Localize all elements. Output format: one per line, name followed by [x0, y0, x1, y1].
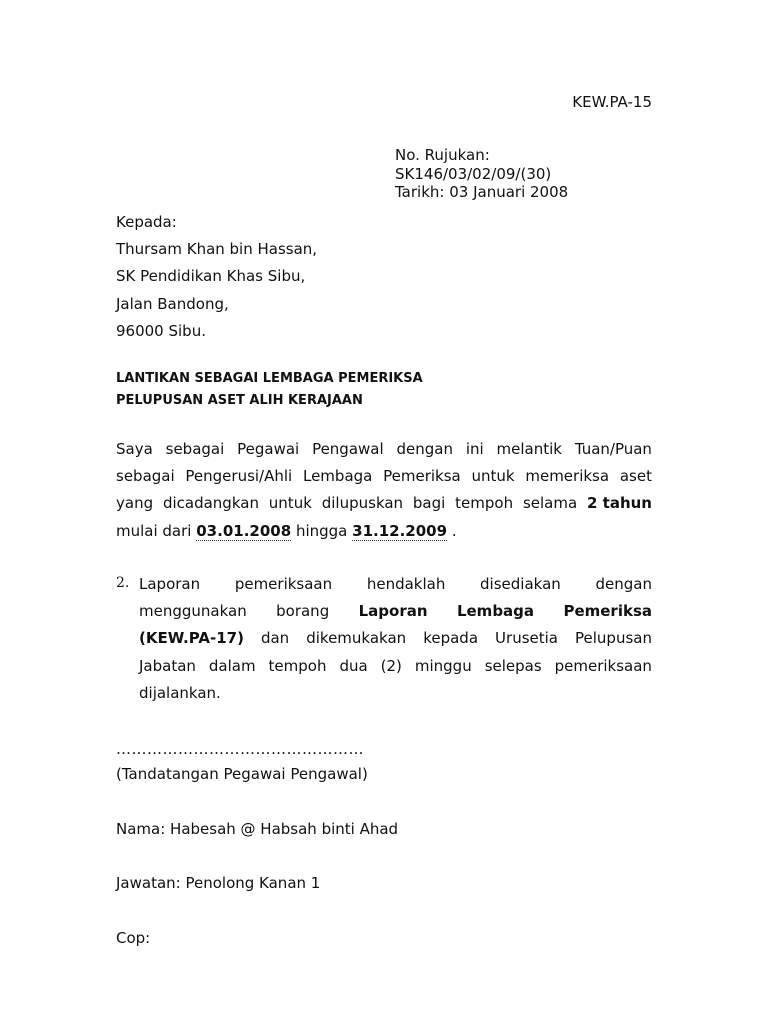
paragraph-1-line-3 — [116, 490, 652, 517]
bold-word: Pemeriksa — [563, 602, 652, 621]
word: borang — [276, 602, 330, 621]
word: hendaklah — [366, 575, 446, 593]
paragraph-2-line-4 — [139, 653, 652, 680]
word: Urusetia — [495, 629, 558, 648]
start-date: 03.01.2008 — [196, 521, 292, 540]
recipient-address — [116, 209, 317, 345]
word: Saya — [116, 440, 153, 458]
word: dan — [260, 629, 290, 648]
form-code: KEW.PA-15 — [572, 93, 652, 111]
word: yang — [116, 494, 154, 513]
paragraph-2-line-2 — [139, 598, 652, 625]
word: disediakan — [480, 575, 561, 593]
word: Lembaga — [302, 467, 373, 486]
word: dikemukakan — [306, 629, 407, 648]
bold-word: Laporan — [358, 602, 428, 621]
word: selama — [522, 494, 578, 513]
word: pemeriksaan — [554, 656, 652, 675]
word: dilupuskan — [321, 494, 404, 513]
recipient-street: Jalan Bandong, — [116, 294, 229, 313]
officer-position: Jawatan: Penolong Kanan 1 — [116, 874, 321, 892]
word: sebagai — [165, 440, 225, 458]
reference-number: SK146/03/02/09/(30) — [395, 164, 552, 183]
paragraph-2-line-3 — [139, 625, 652, 652]
word: untuk — [268, 494, 312, 513]
paragraph-1-line-4: mulai dari 03.01.2008 hingga 31.12.2009 . — [116, 521, 457, 540]
word: minggu — [414, 656, 472, 675]
paragraph-2-line-5: dijalankan. — [139, 683, 221, 702]
word: melantik — [496, 440, 562, 458]
word: Pelupusan — [575, 629, 652, 648]
word: tempoh — [268, 656, 327, 675]
word: ini — [465, 440, 484, 458]
word: Laporan — [139, 575, 201, 593]
stamp-label: Cop: — [116, 929, 151, 947]
form-reference: (KEW.PA-17) — [139, 629, 244, 648]
appointment-duration: 2 tahun — [587, 494, 652, 513]
word: Pengerusi/Ahli — [185, 467, 293, 486]
recipient-school: SK Pendidikan Khas Sibu, — [116, 267, 306, 286]
word: selepas — [484, 656, 542, 675]
word: dicadangkan — [162, 494, 259, 513]
word: Pengawal — [312, 440, 384, 458]
paragraph-2 — [139, 571, 652, 707]
word: Pegawai — [237, 440, 300, 458]
subject-line-2: PELUPUSAN ASET ALIH KERAJAAN — [116, 393, 363, 408]
letter-subject — [116, 368, 423, 412]
word: kepada — [423, 629, 479, 648]
word: Pemeriksa — [383, 467, 461, 486]
salutation: Kepada: — [116, 213, 177, 231]
word: Tuan/Puan — [574, 440, 652, 458]
paragraph-2-line-1 — [139, 571, 652, 598]
end-date: 31.12.2009 — [352, 521, 448, 540]
recipient-name: Thursam Khan bin Hassan, — [116, 240, 318, 259]
word: (2) — [380, 656, 402, 675]
word: sebagai — [116, 467, 175, 486]
word: dengan — [595, 575, 652, 593]
word: memeriksa — [525, 467, 610, 486]
letter-date: Tarikh: 03 Januari 2008 — [395, 183, 569, 201]
bold-word: Lembaga — [456, 602, 535, 621]
paragraph-1-line-1 — [116, 436, 652, 463]
word: aset — [619, 467, 652, 486]
word: Jabatan — [139, 656, 196, 675]
word: dengan — [396, 440, 453, 458]
word: tempoh — [455, 494, 514, 513]
officer-name: Nama: Habesah @ Habsah binti Ahad — [116, 820, 399, 838]
paragraph-1 — [116, 436, 652, 545]
paragraph-1-line-2 — [116, 463, 652, 490]
paragraph-2-number: 2. — [116, 575, 130, 591]
subject-line-1: LANTIKAN SEBAGAI LEMBAGA PEMERIKSA — [116, 371, 423, 386]
word: dua — [339, 656, 368, 675]
word: untuk — [471, 467, 515, 486]
word: dalam — [208, 656, 256, 675]
word: bagi — [412, 494, 446, 513]
recipient-city: 96000 Sibu. — [116, 321, 206, 340]
signature-line: ………………………………………… — [116, 740, 364, 758]
signature-caption: (Tandatangan Pegawai Pengawal) — [116, 765, 368, 783]
reference-label: No. Rujukan: — [395, 146, 490, 164]
word: menggunakan — [139, 602, 247, 621]
word: pemeriksaan — [234, 575, 333, 593]
reference-block — [395, 146, 568, 202]
